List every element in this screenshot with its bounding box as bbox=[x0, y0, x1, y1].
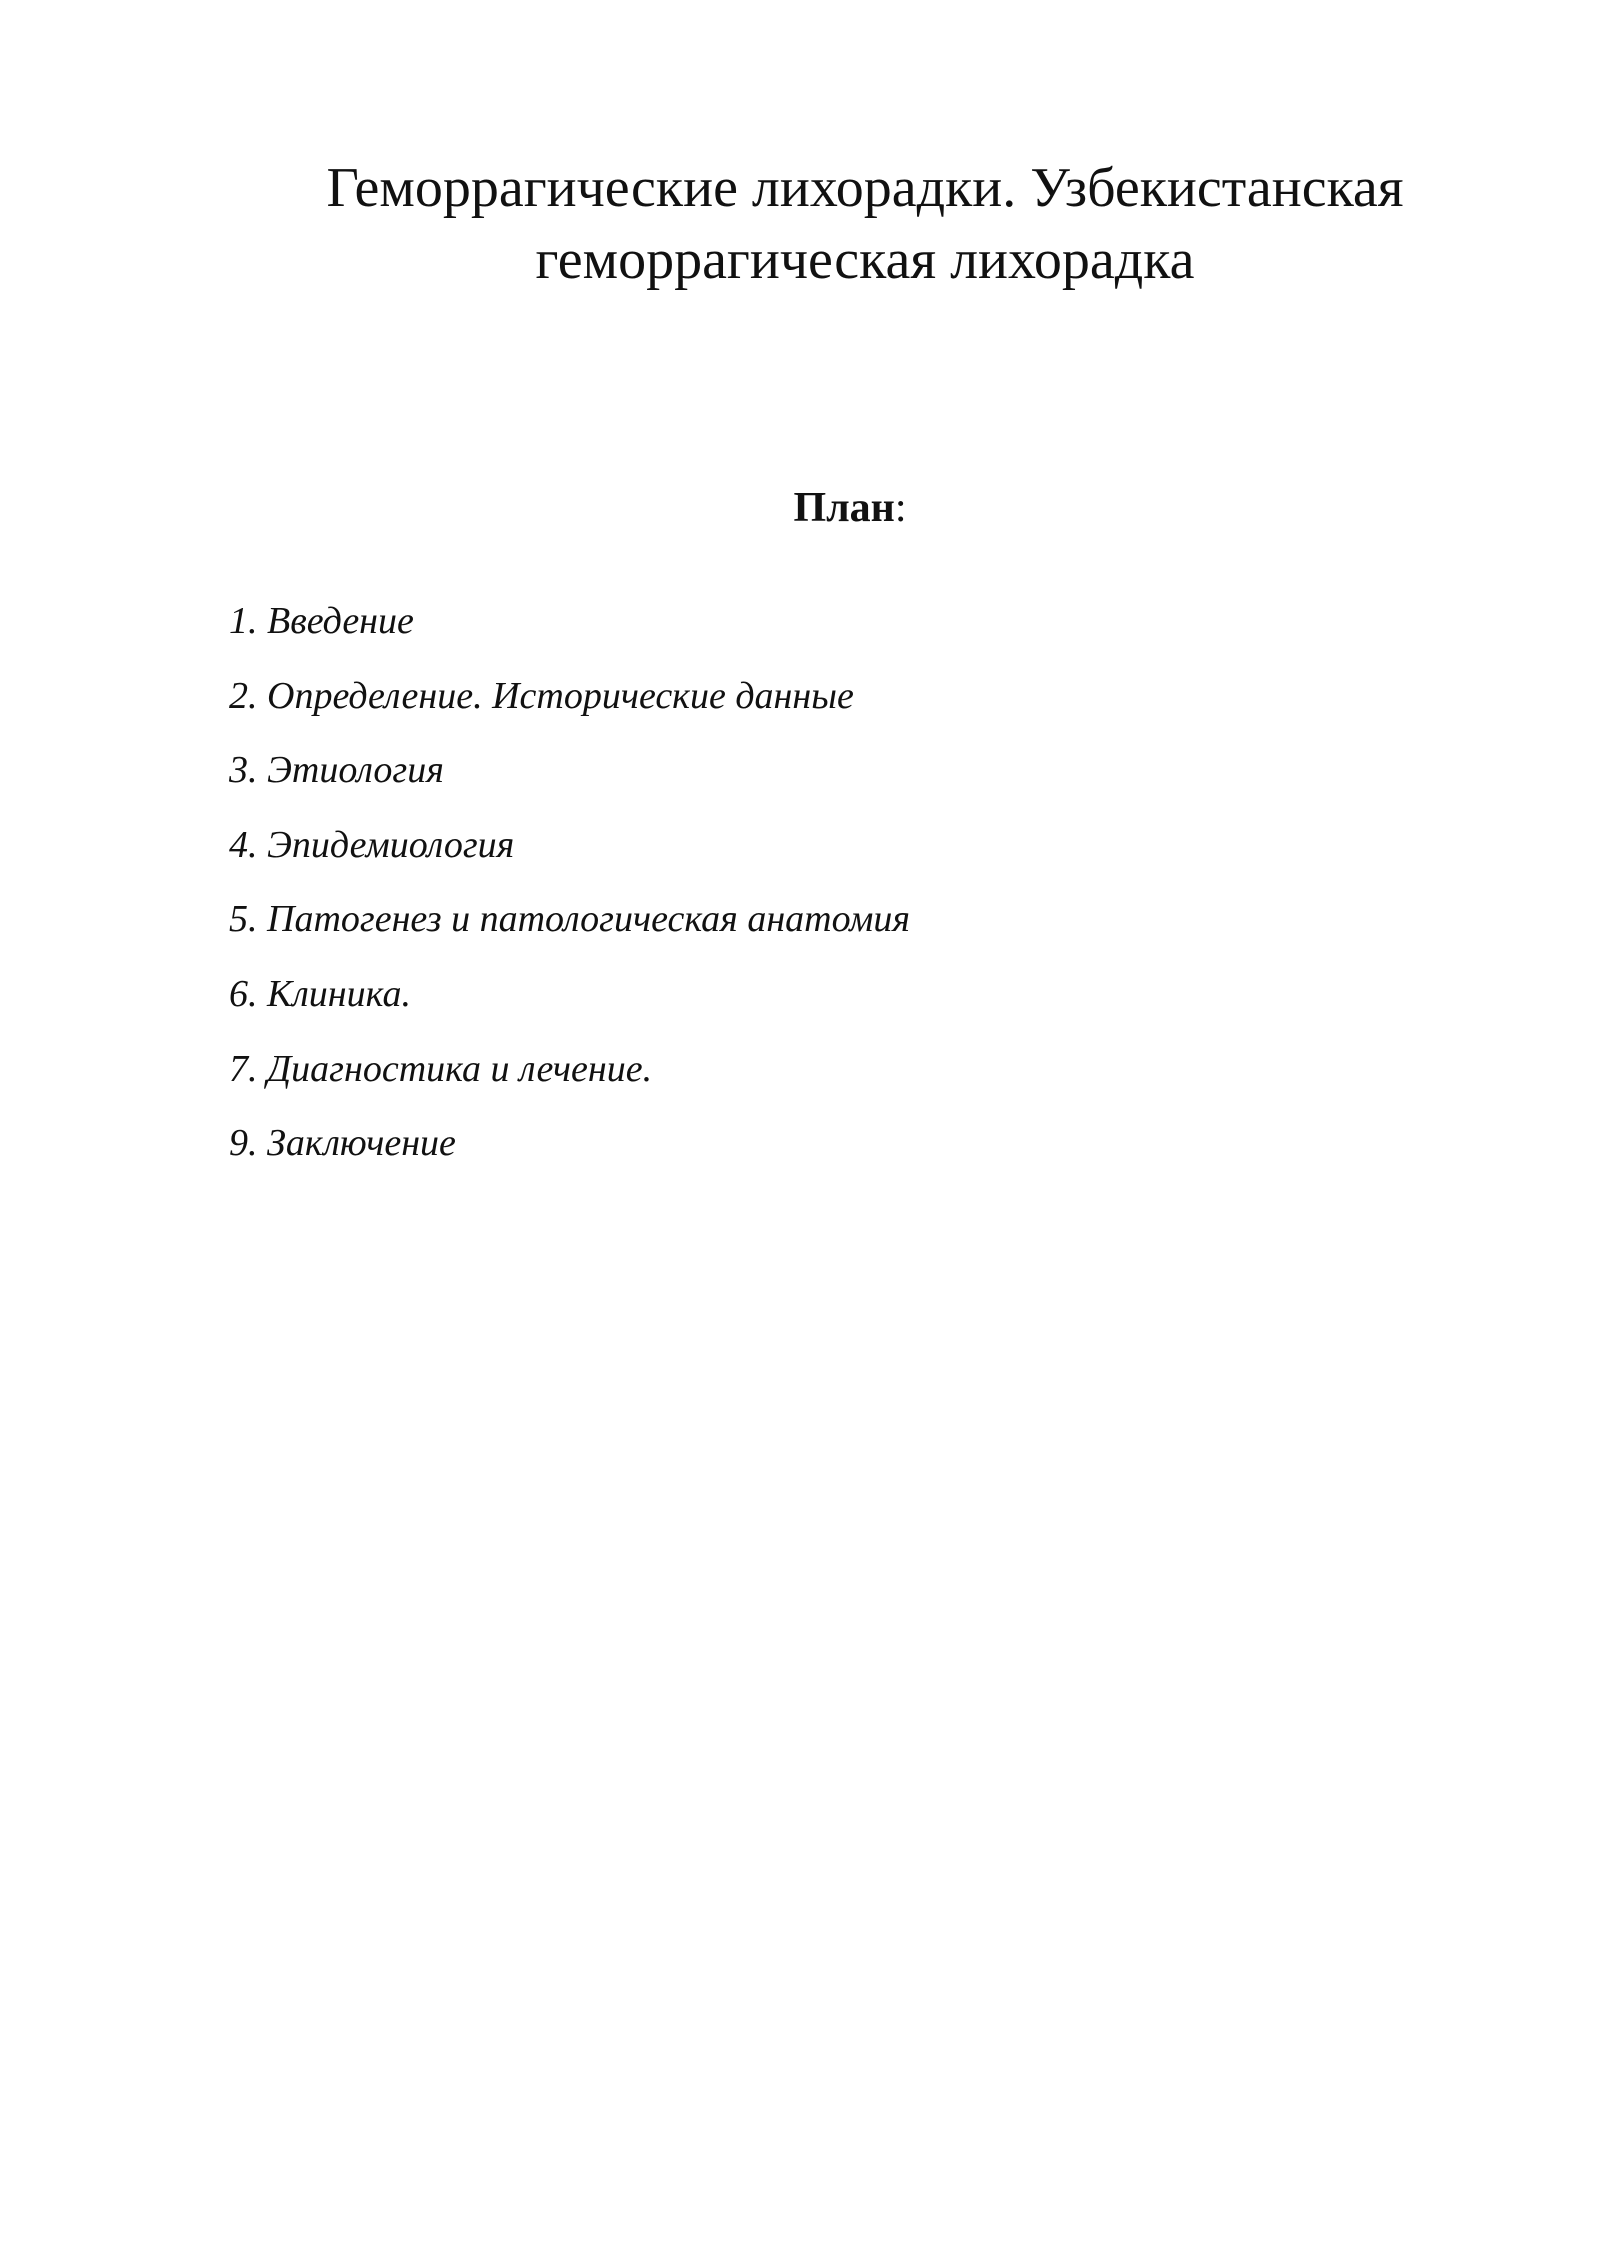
plan-item-diagnostics: 7. Диагностика и лечение. bbox=[229, 1047, 653, 1090]
plan-item-etiology: 3. Этиология bbox=[229, 749, 444, 792]
plan-item-introduction: 1. Введение bbox=[229, 600, 414, 642]
title-line-1: Геморрагические лихорадки. Узбекистанская bbox=[326, 157, 1404, 219]
plan-item-pathogenesis: 5. Патогенез и патологическая анатомия bbox=[229, 898, 911, 941]
plan-item-epidemiology: 4. Эпидемиология bbox=[229, 823, 515, 866]
plan-item-conclusion: 9. Заключение bbox=[229, 1122, 456, 1165]
plan-heading bbox=[600, 480, 1100, 536]
plan-heading-colon: : bbox=[894, 485, 907, 531]
document-title bbox=[250, 152, 1480, 296]
plan-item-definition: 2. Определение. Исторические данные bbox=[229, 674, 854, 717]
plan-item-clinic: 6. Клиника. bbox=[229, 972, 411, 1015]
plan-heading-word: План bbox=[793, 485, 895, 531]
title-line-2: геморрагическая лихорадка bbox=[535, 229, 1195, 291]
plan-list bbox=[229, 596, 910, 1193]
